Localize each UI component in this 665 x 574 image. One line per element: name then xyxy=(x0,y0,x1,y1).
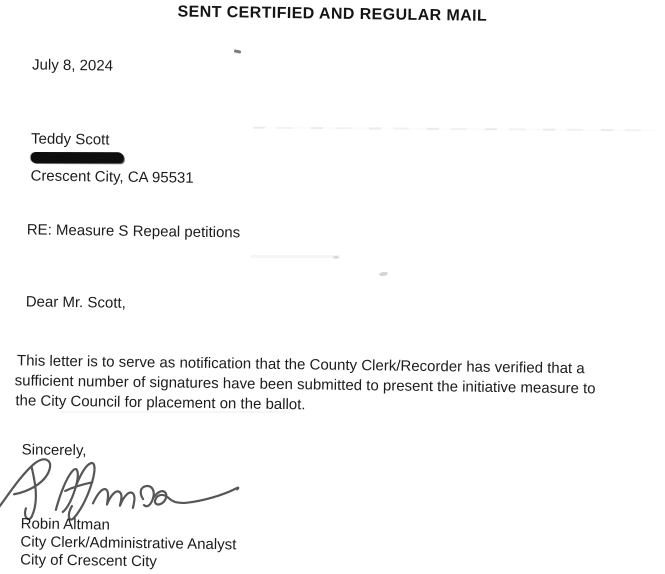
body-paragraph xyxy=(16,351,596,419)
body-line: the City Council for placement on the ballot. xyxy=(15,392,306,414)
redaction-bar xyxy=(31,152,124,163)
signer-title: City Clerk/Administrative Analyst xyxy=(20,533,237,554)
signer-organization: City of Crescent City xyxy=(20,551,157,571)
recipient-city-line: Crescent City, CA 95531 xyxy=(30,167,194,187)
body-line: This letter is to serve as notification that the County Clerk/Recorder has verified that a xyxy=(16,352,585,378)
signer-name: Robin Altman xyxy=(20,515,111,534)
body-line: sufficient number of signatures have been submitted to present the initiative measure to xyxy=(14,372,596,398)
letter-date: July 8, 2024 xyxy=(31,56,114,75)
subject-line: RE: Measure S Repeal petitions xyxy=(26,221,241,242)
recipient-name: Teddy Scott xyxy=(30,130,110,149)
closing-line: Sincerely, xyxy=(21,441,87,460)
greeting-line: Dear Mr. Scott, xyxy=(25,293,126,312)
mail-method-header: SENT CERTIFIED AND REGULAR MAIL xyxy=(177,3,488,25)
